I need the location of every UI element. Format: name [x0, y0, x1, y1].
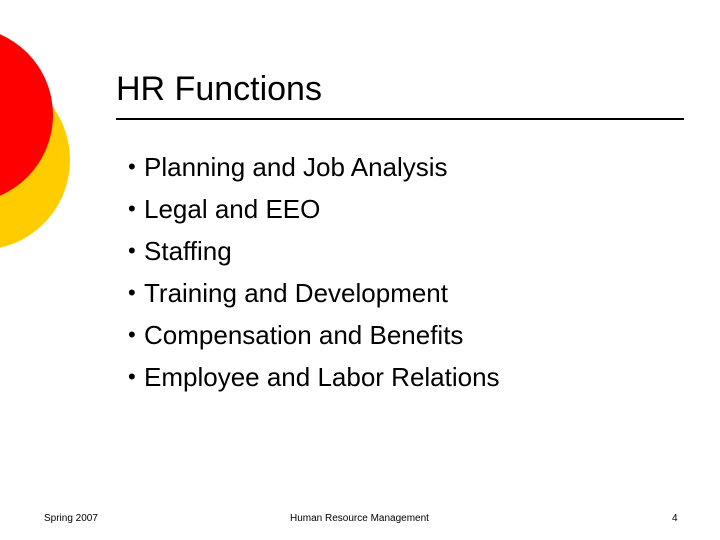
bullet-list — [128, 146, 500, 398]
footer-date: Spring 2007 — [44, 513, 98, 524]
bullet-text: Legal and EEO — [144, 193, 321, 224]
bullet-marker: • — [128, 364, 136, 389]
bullet-text: Training and Development — [144, 277, 448, 308]
bullet-text: Planning and Job Analysis — [144, 151, 448, 182]
corner-circles-decoration — [0, 0, 120, 300]
bullet-text: Employee and Labor Relations — [144, 361, 500, 392]
slide-title: HR Functions — [116, 70, 322, 108]
footer-page-number: 4 — [672, 513, 678, 524]
bullet-item — [128, 314, 500, 356]
bullet-marker: • — [128, 322, 136, 347]
title-divider — [116, 118, 684, 120]
bullet-text: Staffing — [144, 235, 232, 266]
bullet-item — [128, 356, 500, 398]
bullet-item — [128, 230, 500, 272]
bullet-text: Compensation and Benefits — [144, 319, 464, 350]
bullet-marker: • — [128, 154, 136, 179]
bullet-marker: • — [128, 238, 136, 263]
bullet-marker: • — [128, 196, 136, 221]
footer-course-title: Human Resource Management — [290, 513, 429, 524]
bullet-item — [128, 272, 500, 314]
bullet-marker: • — [128, 280, 136, 305]
bullet-item — [128, 188, 500, 230]
bullet-item — [128, 146, 500, 188]
